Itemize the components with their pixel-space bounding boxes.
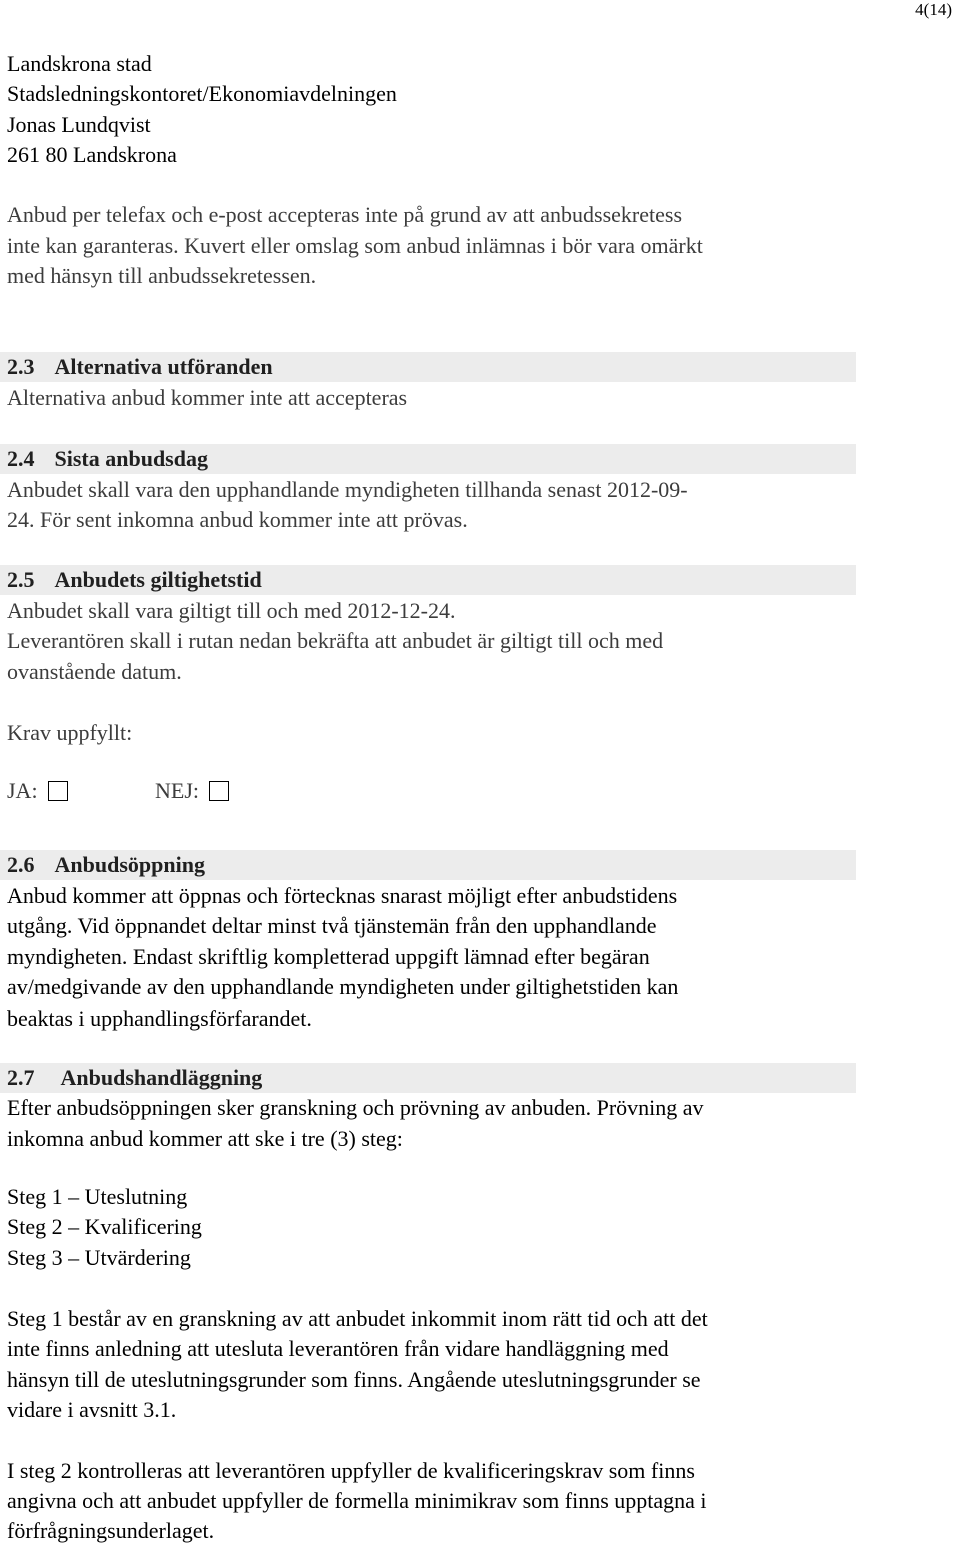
- section-title: Anbudsöppning: [54, 852, 205, 877]
- paragraph-line: inte finns anledning att utesluta leverantören från vidare handläggning med: [7, 1336, 669, 1361]
- section-heading-2-7: [7, 1063, 262, 1093]
- paragraph-line: beaktas i upphandlingsförfarandet.: [7, 1006, 312, 1031]
- section-number: 2.6: [7, 852, 35, 877]
- paragraph-line: Anbudet skall vara giltigt till och med 2012-12-24.: [7, 598, 456, 623]
- yes-option: [7, 776, 68, 806]
- section-heading-2-6: [7, 850, 205, 880]
- section-heading-2-5: [7, 565, 262, 595]
- paragraph-line: utgång. Vid öppnandet deltar minst två tjänstemän från den upphandlande: [7, 913, 657, 938]
- paragraph-line: Leverantören skall i rutan nedan bekräfta att anbudet är giltigt till och med: [7, 628, 664, 653]
- paragraph-line: av/medgivande av den upphandlande myndigheten under giltighetstiden kan: [7, 974, 679, 999]
- section-title: Anbudets giltighetstid: [54, 567, 262, 592]
- paragraph-line: inkomna anbud kommer att ske i tre (3) steg:: [7, 1126, 403, 1151]
- yes-checkbox[interactable]: [48, 781, 68, 801]
- paragraph-line: hänsyn till de uteslutningsgrunder som finns. Angående uteslutningsgrunder se: [7, 1367, 701, 1392]
- section-heading-2-3: [7, 352, 273, 382]
- section-title: Sista anbudsdag: [54, 446, 208, 471]
- paragraph-line: angivna och att anbudet uppfyller de formella minimikrav som finns upptagna i: [7, 1488, 707, 1513]
- no-checkbox[interactable]: [209, 781, 229, 801]
- page-number: 4(14): [915, 0, 952, 19]
- paragraph-line: myndigheten. Endast skriftlig kompletterad uppgift lämnad efter begäran: [7, 944, 650, 969]
- section-number: 2.3: [7, 354, 35, 379]
- paragraph-line: Steg 1 består av en granskning av att anbudet inkommit inom rätt tid och att det: [7, 1306, 708, 1331]
- section-number: 2.7: [7, 1065, 35, 1090]
- address-line: 261 80 Landskrona: [7, 142, 177, 167]
- list-item: Steg 1 – Uteslutning: [7, 1184, 188, 1209]
- list-item: Steg 2 – Kvalificering: [7, 1214, 202, 1239]
- section-number: 2.5: [7, 567, 35, 592]
- address-line: Jonas Lundqvist: [7, 112, 151, 137]
- section-number: 2.4: [7, 446, 35, 471]
- paragraph-line: Anbud kommer att öppnas och förtecknas snarast möjligt efter anbudstidens: [7, 883, 678, 908]
- address-line: Stadsledningskontoret/Ekonomiavdelningen: [7, 81, 397, 106]
- paragraph-line: 24. För sent inkomna anbud kommer inte att prövas.: [7, 507, 468, 532]
- requirement-label: Krav uppfyllt:: [7, 720, 133, 745]
- paragraph-line: inte kan garanteras. Kuvert eller omslag som anbud inlämnas i bör vara omärkt: [7, 233, 703, 258]
- paragraph-line: I steg 2 kontrolleras att leverantören uppfyller de kvalificeringskrav som finns: [7, 1458, 695, 1483]
- no-label: NEJ:: [155, 778, 199, 803]
- paragraph-line: Anbud per telefax och e-post accepteras inte på grund av att anbudssekretess: [7, 202, 683, 227]
- paragraph-line: Alternativa anbud kommer inte att accepteras: [7, 385, 408, 410]
- list-item: Steg 3 – Utvärdering: [7, 1245, 191, 1270]
- paragraph-line: förfrågningsunderlaget.: [7, 1518, 215, 1543]
- section-heading-2-4: [7, 444, 208, 474]
- paragraph-line: Anbudet skall vara den upphandlande myndigheten tillhanda senast 2012-09-: [7, 477, 688, 502]
- paragraph-line: vidare i avsnitt 3.1.: [7, 1397, 177, 1422]
- paragraph-line: ovanstående datum.: [7, 659, 182, 684]
- address-line: Landskrona stad: [7, 51, 152, 76]
- paragraph-line: med hänsyn till anbudssekretessen.: [7, 263, 317, 288]
- section-title: Alternativa utföranden: [54, 354, 273, 379]
- yes-label: JA:: [7, 778, 38, 803]
- no-option: [155, 776, 229, 806]
- paragraph-line: Efter anbudsöppningen sker granskning och prövning av anbuden. Prövning av: [7, 1095, 704, 1120]
- section-title: Anbudshandläggning: [60, 1065, 263, 1090]
